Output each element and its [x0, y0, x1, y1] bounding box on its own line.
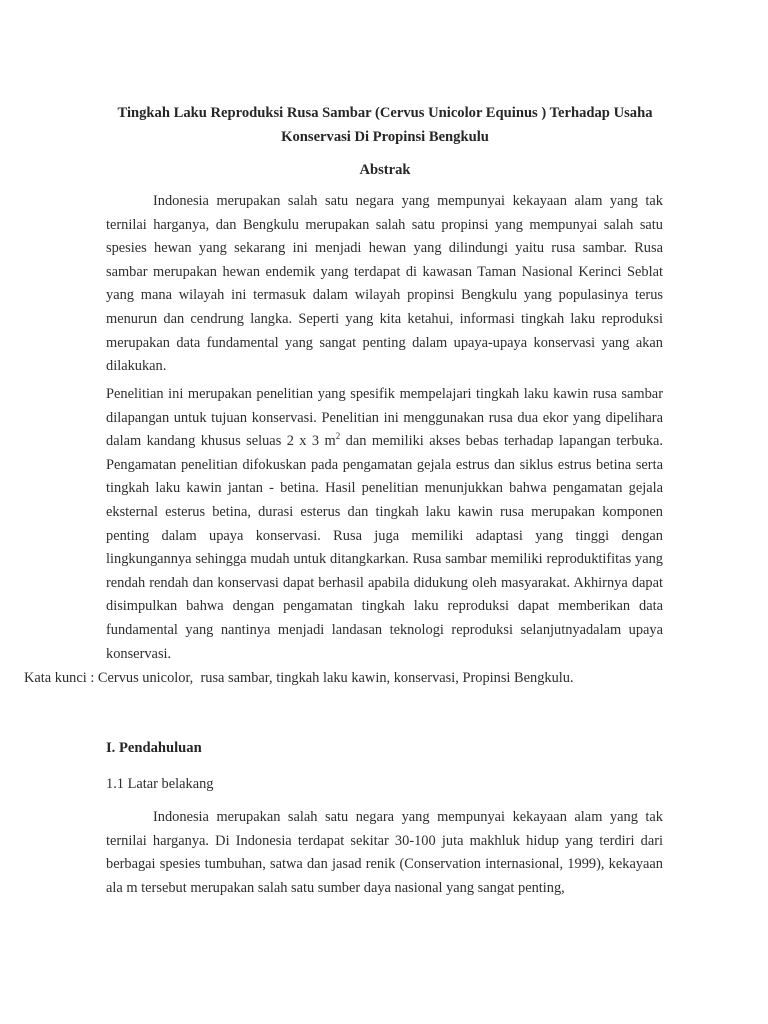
abstract-paragraph-2 [106, 383, 663, 666]
abstract-p2-text-after: dan memiliki akses bebas terhadap lapangan terbuka. Pengamatan penelitian difokuskan pada pengamatan gejala estrus dan siklus estrus betina serta tingkah laku kawin jantan - betina. Hasil penelitian menunjukkan bahwa pengamatan gejala eksternal esterus betina, durasi esterus dan tingkah laku kawin rusa merupakan komponen penting dalam upaya konservasi. Rusa juga memiliki adaptasi yang tinggi dengan lingkungannya sehingga mudah untuk ditangkarkan. Rusa sambar memiliki reproduktifitas yang rendah rendah dan konservasi dapat berhasil apabila didukung oleh masyarakat. Akhirnya dapat disimpulkan bahwa dengan pengamatan tingkah laku reproduksi dapat memberikan data fundamental yang nantinya menjadi landasan teknologi reproduksi selanjutnyadalam upaya konservasi. [106, 433, 663, 662]
intro-paragraph-1: Indonesia merupakan salah satu negara yang mempunyai kekayaan alam yang tak ternilai harganya. Di Indonesia terdapat sekitar 30-100 juta makhluk hidup yang terdiri dari berbagai spesies tumbuhan, satwa dan jasad renik (Conservation internasional, 1999), kekayaan ala m tersebut merupakan salah satu sumber daya nasional yang sangat penting, [106, 809, 663, 896]
title-line-1: Tingkah Laku Reproduksi Rusa Sambar (Cervus Unicolor Equinus ) Terhadap Usaha [117, 105, 653, 121]
abstract-heading: Abstrak [359, 162, 411, 178]
section-heading-pendahuluan: I. Pendahuluan [106, 740, 202, 756]
abstract-p2-text-before: Penelitian ini merupakan penelitian yang spesifik mempelajari tingkah laku kawin rusa sambar dilapangan untuk tujuan konservasi. Penelitian ini menggunakan rusa dua ekor yang dipelihara dalam kandang khusus seluas 2 x 3 m [106, 386, 663, 450]
subsection-heading-latar-belakang: 1.1 Latar belakang [106, 776, 214, 792]
superscript-squared: 2 [335, 431, 341, 442]
title-line-2: Konservasi Di Propinsi Bengkulu [281, 129, 489, 145]
keywords-line: Kata kunci : Cervus unicolor, rusa sambar, tingkah laku kawin, konservasi, Propinsi Bengkulu. [24, 670, 574, 686]
abstract-paragraph-1: Indonesia merupakan salah satu negara yang mempunyai kekayaan alam yang tak ternilai harganya, dan Bengkulu merupakan salah satu propinsi yang mempunyai salah satu spesies hewan yang sekarang ini menjadi hewan yang dilindungi yaitu rusa sambar. Rusa sambar merupakan hewan endemik yang terdapat di kawasan Taman Nasional Kerinci Seblat yang mana wilayah ini termasuk dalam wilayah propinsi Bengkulu yang populasinya terus menurun dan cendrung langka. Seperti yang kita ketahui, informasi tingkah laku reproduksi merupakan data fundamental yang sangat penting dalam upaya-upaya konservasi yang akan dilakukan. [106, 193, 663, 375]
document-title [100, 101, 670, 149]
